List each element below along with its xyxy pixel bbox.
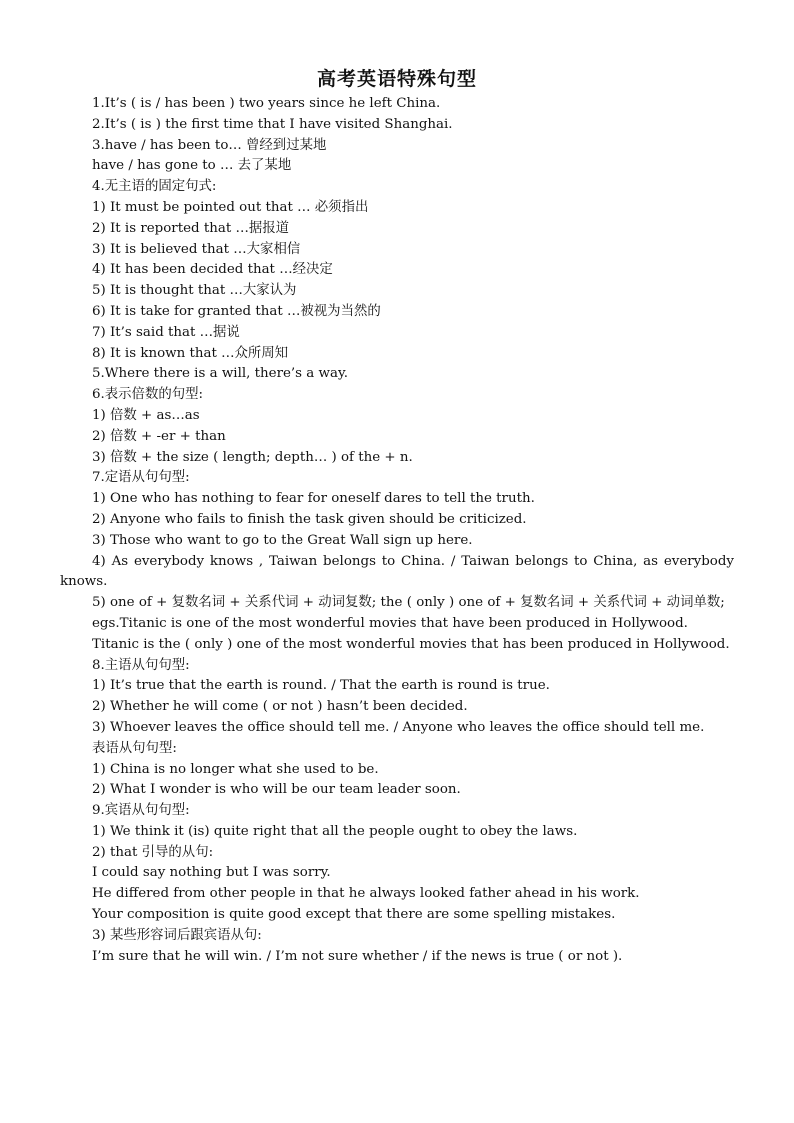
text-line: 4) As everybody knows , Taiwan belongs to China. / Taiwan belongs to China, as everybody knows.	[60, 553, 734, 590]
text-line: 2) 倍数 + -er + than	[92, 428, 226, 444]
text-line: 2) that 引导的从句:	[92, 844, 214, 860]
text-line: 3) It is believed that …大家相信	[92, 241, 301, 257]
document-page	[60, 66, 734, 967]
text-line: 5.Where there is a will, there’s a way.	[92, 366, 349, 382]
text-line: egs.Titanic is one of the most wonderful movies that have been produced in Hollywood.	[92, 615, 688, 631]
text-line: 3) Those who want to go to the Great Wall sign up here.	[92, 532, 473, 548]
text-line: 1) It’s true that the earth is round. / That the earth is round is true.	[92, 678, 550, 694]
text-line: 6) It is take for granted that …被视为当然的	[92, 303, 381, 319]
text-line: 2) What I wonder is who will be our team leader soon.	[92, 782, 461, 798]
text-line: 1) It must be pointed out that … 必须指出	[92, 199, 369, 215]
section-heading: 表语从句句型:	[92, 740, 177, 756]
text-line: I’m sure that he will win. / I’m not sure whether / if the news is true ( or not ).	[92, 948, 623, 964]
text-line: 3) 某些形容词后跟宾语从句:	[92, 927, 262, 943]
text-line: 1.It’s ( is / has been ) two years since he left China.	[92, 96, 441, 111]
section-heading: 6.表示倍数的句型:	[92, 387, 204, 403]
section-heading: 8.主语从句句型:	[92, 657, 190, 673]
section-heading: 4.无主语的固定句式:	[92, 179, 217, 195]
text-line: 2) Whether he will come ( or not ) hasn’t been decided.	[92, 699, 468, 715]
text-line: 3.have / has been to… 曾经到过某地	[92, 137, 327, 153]
text-line: 8) It is known that …众所周知	[92, 345, 289, 361]
text-line: have / has gone to … 去了某地	[92, 158, 292, 174]
text-line: 2) It is reported that …据报道	[92, 220, 290, 236]
text-line: 1) One who has nothing to fear for oneself dares to tell the truth.	[92, 491, 535, 507]
text-line: 2.It’s ( is ) the first time that I have visited Shanghai.	[92, 116, 453, 132]
section-heading: 9.宾语从句句型:	[92, 803, 190, 819]
text-line: 4) It has been decided that …经决定	[92, 262, 333, 278]
text-line: 7) It’s said that …据说	[92, 324, 240, 340]
text-line: He differed from other people in that he always looked father ahead in his work.	[92, 886, 640, 902]
section-heading: 7.定语从句句型:	[92, 470, 190, 486]
text-line: 3) Whoever leaves the office should tell me. / Anyone who leaves the office should tell me.	[92, 719, 705, 735]
page-title: 高考英语特殊句型	[316, 68, 477, 90]
text-line: 3) 倍数 + the size ( length; depth… ) of the + n.	[92, 449, 413, 465]
text-line: Your composition is quite good except that there are some spelling mistakes.	[92, 907, 616, 923]
text-line: 5) It is thought that …大家认为	[92, 283, 297, 299]
text-line: 1) 倍数 + as…as	[92, 407, 200, 423]
text-line: Titanic is the ( only ) one of the most wonderful movies that has been produced in Hollywood.	[92, 636, 730, 652]
text-line: 1) We think it (is) quite right that all the people ought to obey the laws.	[92, 823, 578, 839]
text-line: I could say nothing but I was sorry.	[92, 865, 331, 881]
text-line: 2) Anyone who fails to finish the task given should be criticized.	[92, 511, 527, 527]
text-line: 5) one of + 复数名词 + 关系代词 + 动词复数; the ( only ) one of + 复数名词 + 关系代词 + 动词单数;	[92, 595, 725, 611]
text-line: 1) China is no longer what she used to be.	[92, 761, 379, 777]
